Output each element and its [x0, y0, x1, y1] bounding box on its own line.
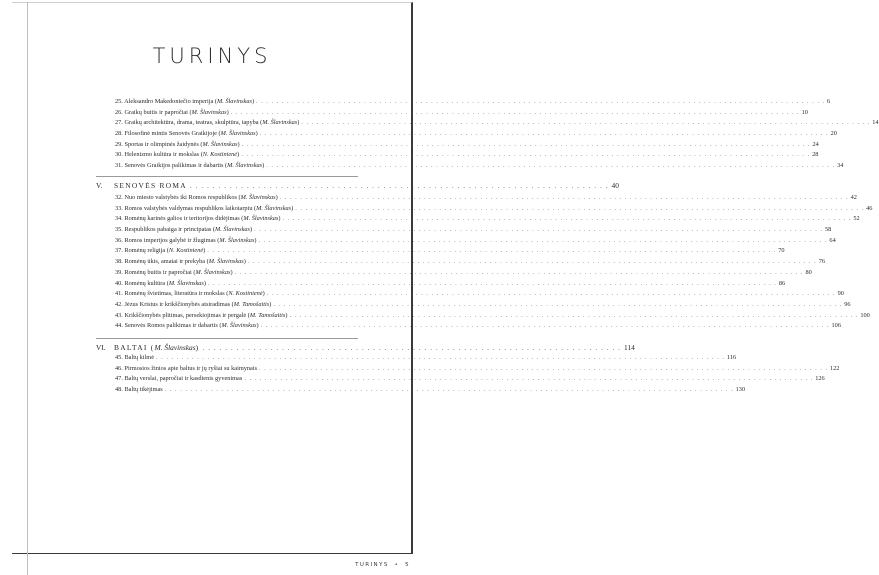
leader-dots — [248, 257, 817, 268]
toc-entry-page: 46 — [866, 204, 873, 212]
leader-dots — [165, 385, 734, 396]
toc-entry-title: 25. Aleksandro Makedoniečio imperija (M. Šlavinskas) — [115, 98, 255, 105]
toc-entry[interactable] — [115, 129, 837, 140]
leader-dots — [190, 180, 609, 191]
toc-entry[interactable] — [115, 161, 844, 172]
toc-entry-author: M. Šlavinskas — [208, 258, 244, 266]
toc-entry-title: 28. Filosofinė mintis Senovės Graikijoje (M. Šlavinskas) — [115, 130, 258, 138]
toc-entry[interactable] — [115, 108, 808, 119]
toc-entry-author: M. Šlavinskas — [227, 162, 263, 170]
toc-entry[interactable] — [115, 118, 879, 129]
toc-entry-author: M. Šlavinskas — [221, 322, 257, 330]
margin-line — [27, 2, 28, 575]
toc-entry-author: N. Kostinienė — [202, 151, 238, 159]
toc-entry-page: 86 — [778, 279, 786, 287]
leader-dots — [244, 374, 813, 385]
toc-entry-page: 64 — [829, 236, 836, 244]
leader-dots — [242, 140, 811, 151]
toc-entry-title: 29. Sportas ir olimpinės žaidynės (M. Šlavinskas) — [115, 140, 240, 148]
section-title: BALTAI (M. Šlavinskas) — [114, 343, 200, 352]
toc-entry-page: 122 — [829, 364, 840, 372]
toc-entry-page: 90 — [837, 290, 844, 298]
running-footer — [355, 562, 410, 568]
toc-entry-title: 33. Romos valstybės valdymas respublikos laikotarpiu (M. Šlavinskas) — [115, 204, 294, 212]
toc-entry-title: 44. Senovės Romos palikimas ir dabartis (M. Šlavinskas) — [115, 322, 259, 330]
leader-dots — [202, 342, 621, 353]
leader-dots — [259, 236, 828, 247]
toc-entry-page: 80 — [805, 268, 812, 276]
toc-entry-page: 100 — [860, 311, 870, 319]
toc-entry[interactable] — [115, 150, 819, 161]
toc-entry-author: M. Šlavinskas — [256, 204, 292, 212]
toc-entry[interactable] — [115, 268, 812, 279]
toc-entry-title: 46. Pirmosios žinios apie baltus ir jų ryšiai su kaimynais — [115, 364, 258, 372]
leader-dots — [235, 268, 804, 279]
toc-entry-author: M. Tamošaitis — [233, 300, 270, 308]
toc-entry-title: 38. Romėnų ūkis, amatai ir prekyba (M. Šlavinskas) — [115, 258, 246, 266]
leader-dots — [207, 246, 776, 257]
leader-dots — [256, 97, 825, 108]
leader-dots — [267, 289, 836, 300]
leader-dots — [273, 300, 842, 311]
leader-dots — [231, 108, 800, 119]
toc-entry-title: 27. Graikų architektūra, drama, teatras, skulptūra, tapyba (M. Šlavinskas) — [115, 119, 300, 127]
toc-entry-author: M. Šlavinskas — [215, 226, 251, 234]
toc-entry[interactable] — [115, 97, 831, 108]
toc-group-rome — [115, 193, 873, 332]
toc-entry[interactable] — [115, 385, 746, 396]
toc-entry[interactable] — [115, 236, 836, 247]
toc-entry-author: N. Kostinienė — [228, 290, 263, 298]
toc-entry-title: 40. Romėnų kultūra (M. Šlavinskas) — [115, 279, 206, 287]
section-divider — [96, 338, 358, 339]
toc-entry[interactable] — [115, 364, 840, 375]
leader-dots — [254, 225, 823, 236]
toc-entry-title: 43. Krikščionybės plitimas, persekiojimas ir pergalė (M. Tamošaitis) — [115, 311, 288, 319]
toc-entry-title: 26. Graikų buitis ir papročiai (M. Šlavinskas) — [115, 108, 229, 116]
toc-entry-author: M. Šlavinskas — [219, 236, 255, 244]
toc-entry[interactable] — [115, 257, 826, 268]
toc-entry-page: 34 — [837, 162, 844, 170]
toc-entry[interactable] — [115, 353, 737, 364]
toc-entry-author: M. Šlavinskas — [262, 119, 298, 127]
toc-entry-page: 14 — [872, 119, 879, 127]
toc-entry[interactable] — [115, 140, 819, 151]
leader-dots — [266, 161, 835, 172]
toc-entry-page: 52 — [853, 215, 860, 223]
toc-entry-title: 37. Romėnų religija (N. Kostinienė) — [115, 247, 206, 255]
leader-dots — [261, 321, 830, 332]
toc-entry-author: M. Šlavinskas — [243, 215, 279, 223]
toc-entry-title: 47. Baltų verslai, papročiai ir kasdienis gyvenimas — [115, 375, 243, 383]
toc-entry[interactable] — [115, 374, 825, 385]
toc-entry-author: M. Šlavinskas — [240, 194, 276, 201]
section-page: 114 — [623, 343, 635, 352]
leader-dots — [156, 353, 725, 364]
toc-entry-page: 76 — [818, 258, 826, 266]
toc-entry[interactable] — [115, 246, 785, 257]
toc-entry-author: M. Šlavinskas — [202, 140, 238, 148]
section-roman: V. — [96, 181, 103, 190]
toc-entry-title: 48. Baltų tikėjimas — [115, 386, 163, 394]
toc-entry-author: M. Šlavinskas — [220, 130, 256, 138]
toc-entry-page: 70 — [778, 247, 785, 255]
toc-entry-title: 36. Romos imperijos galybė ir žlugimas (M. Šlavinskas) — [115, 236, 257, 244]
toc-entry-page: 24 — [812, 140, 819, 148]
leader-dots — [208, 279, 777, 290]
leader-dots — [301, 118, 870, 129]
toc-entry-title: 42. Jėzus Kristus ir krikščionybės atsiradimas (M. Tamošaitis) — [115, 300, 272, 308]
section-title: SENOVĖS ROMA — [114, 181, 187, 190]
toc-group-balts — [115, 353, 840, 396]
running-head: TURINYS — [355, 562, 389, 568]
toc-entry[interactable] — [115, 300, 851, 311]
toc-entry-title: 31. Senovės Graikijos palikimas ir dabartis (M. Šlavinskas) — [115, 162, 265, 170]
toc-entry-page: 10 — [801, 108, 808, 116]
toc-entry-page: 6 — [826, 98, 831, 105]
leader-dots — [280, 193, 849, 204]
toc-entry[interactable] — [115, 311, 870, 322]
toc-entry-title: 30. Helenizmo kultūra ir mokslas (N. Kostinienė) — [115, 151, 240, 159]
section-page: 40 — [611, 181, 619, 190]
toc-section-vi[interactable] — [96, 342, 635, 353]
leader-dots — [295, 204, 864, 215]
leader-dots — [241, 150, 810, 161]
toc-entry-author: N. Kostinienė — [168, 247, 204, 255]
toc-entry[interactable] — [115, 214, 860, 225]
toc-entry-author: M. Šlavinskas — [216, 98, 252, 105]
toc-section-v[interactable] — [96, 180, 619, 191]
toc-entry[interactable] — [115, 204, 873, 215]
toc-entry-author: M. Tamošaitis — [249, 311, 286, 319]
toc-entry[interactable] — [115, 193, 857, 204]
toc-entry-title: 39. Romėnų buitis ir papročiai (M. Šlavinskas) — [115, 268, 233, 276]
toc-entry-title: 32. Nuo miesto valstybės iki Romos respublikos (M. Šlavinskas) — [115, 194, 278, 201]
leader-dots — [289, 311, 858, 322]
toc-entry-author: M. Šlavinskas — [191, 108, 227, 116]
leader-dots — [282, 214, 851, 225]
toc-entry-page: 106 — [831, 322, 841, 330]
toc-entry-title: 41. Romėnų švietimas, literatūra ir mokslas (N. Kostinienė) — [115, 290, 265, 298]
toc-entry-page: 42 — [850, 194, 857, 201]
toc-entry-page: 96 — [844, 300, 851, 308]
toc-entry[interactable] — [115, 289, 844, 300]
toc-entry-page: 58 — [825, 226, 832, 234]
toc-entry-title: 35. Respublikos pabaiga ir principatas (M. Šlavinskas) — [115, 226, 253, 234]
toc-entry-title: 45. Baltų kilmė — [115, 354, 155, 361]
toc-entry[interactable] — [115, 225, 832, 236]
toc-entry-author: M. Šlavinskas — [168, 279, 204, 287]
section-author: M. Šlavinskas — [154, 343, 196, 352]
toc-entry[interactable] — [115, 321, 841, 332]
leader-dots — [260, 129, 829, 140]
toc-entry-page: 20 — [830, 130, 837, 138]
toc-entry-page: 28 — [812, 151, 819, 159]
section-roman: VI. — [96, 343, 106, 352]
bullet-icon: • — [394, 562, 400, 568]
page-title: TURINYS — [152, 44, 272, 68]
toc-group-greece — [115, 97, 879, 172]
toc-entry[interactable] — [115, 279, 786, 290]
section-divider — [96, 176, 358, 177]
toc-entry-page: 130 — [735, 386, 746, 394]
toc-entry-page: 126 — [815, 375, 825, 383]
leader-dots — [259, 364, 828, 375]
toc-entry-page: 116 — [726, 354, 737, 361]
toc-entry-title: 34. Romėnų karinės galios ir teritorijos didėjimas (M. Šlavinskas) — [115, 215, 281, 223]
page-number: 5 — [405, 562, 410, 568]
toc-entry-author: M. Šlavinskas — [195, 268, 231, 276]
